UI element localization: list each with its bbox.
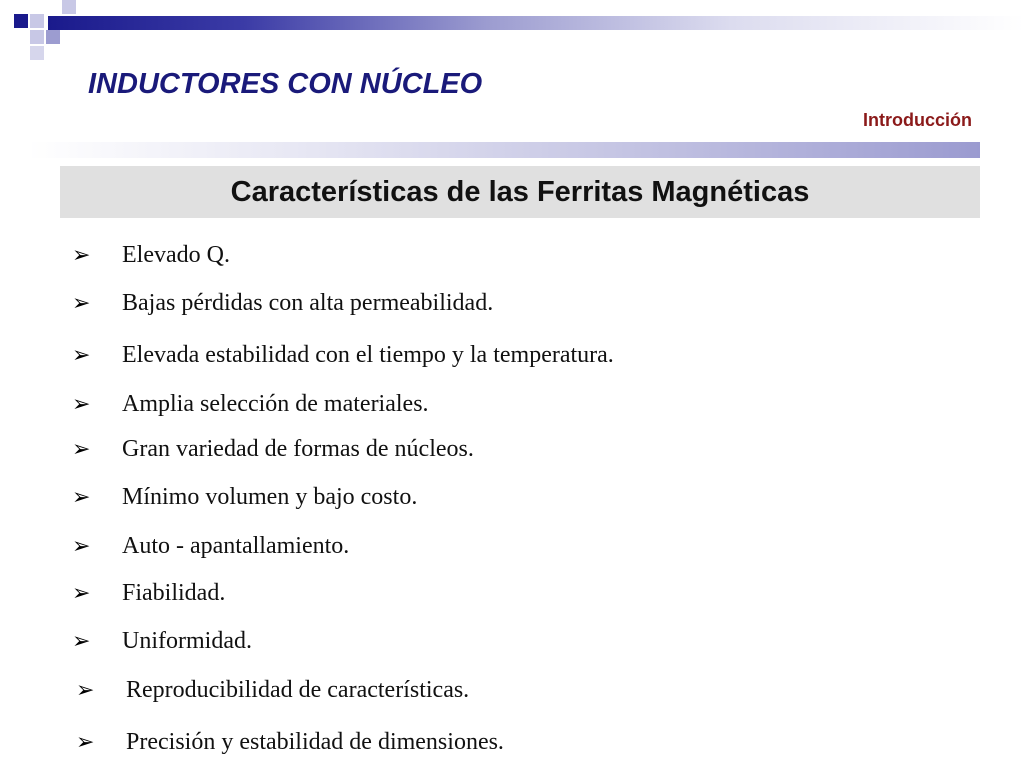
arrow-bullet-icon: ➢ bbox=[72, 242, 91, 268]
arrow-bullet-icon: ➢ bbox=[72, 342, 91, 368]
list-item bbox=[72, 238, 230, 272]
list-item bbox=[72, 624, 252, 658]
page-title: INDUCTORES CON NÚCLEO bbox=[88, 68, 483, 100]
list-item bbox=[72, 432, 474, 466]
arrow-bullet-icon: ➢ bbox=[72, 391, 91, 417]
arrow-bullet-icon: ➢ bbox=[72, 533, 91, 559]
list-item-text: Auto - apantallamiento. bbox=[122, 532, 350, 559]
list-item-text: Amplia selección de materiales. bbox=[122, 390, 429, 417]
arrow-bullet-icon: ➢ bbox=[76, 677, 95, 703]
section-label: Introducción bbox=[863, 110, 972, 130]
list-item-text: Gran variedad de formas de núcleos. bbox=[122, 435, 474, 462]
arrow-bullet-icon: ➢ bbox=[72, 290, 91, 316]
arrow-bullet-icon: ➢ bbox=[72, 436, 91, 462]
list-item bbox=[76, 673, 469, 707]
list-item-text: Reproducibilidad de características. bbox=[126, 676, 470, 703]
list-item-text: Elevada estabilidad con el tiempo y la temperatura. bbox=[122, 341, 614, 368]
list-item-text: Precisión y estabilidad de dimensiones. bbox=[126, 728, 504, 755]
list-item-text: Fiabilidad. bbox=[122, 579, 226, 606]
list-item-text: Bajas pérdidas con alta permeabilidad. bbox=[122, 289, 494, 316]
list-item bbox=[72, 387, 429, 421]
list-item-text: Uniformidad. bbox=[122, 627, 252, 654]
list-item-text: Elevado Q. bbox=[122, 241, 230, 268]
arrow-bullet-icon: ➢ bbox=[72, 580, 91, 606]
list-item bbox=[72, 338, 614, 372]
list-item bbox=[72, 529, 349, 563]
slide-heading: Características de las Ferritas Magnéticas bbox=[230, 175, 810, 208]
list-item-text: Mínimo volumen y bajo costo. bbox=[122, 483, 418, 510]
list-item bbox=[72, 286, 493, 320]
arrow-bullet-icon: ➢ bbox=[72, 628, 91, 654]
arrow-bullet-icon: ➢ bbox=[72, 484, 91, 510]
arrow-bullet-icon: ➢ bbox=[76, 729, 95, 755]
list-item bbox=[72, 480, 417, 514]
list-item bbox=[72, 576, 225, 610]
list-item bbox=[76, 725, 504, 759]
